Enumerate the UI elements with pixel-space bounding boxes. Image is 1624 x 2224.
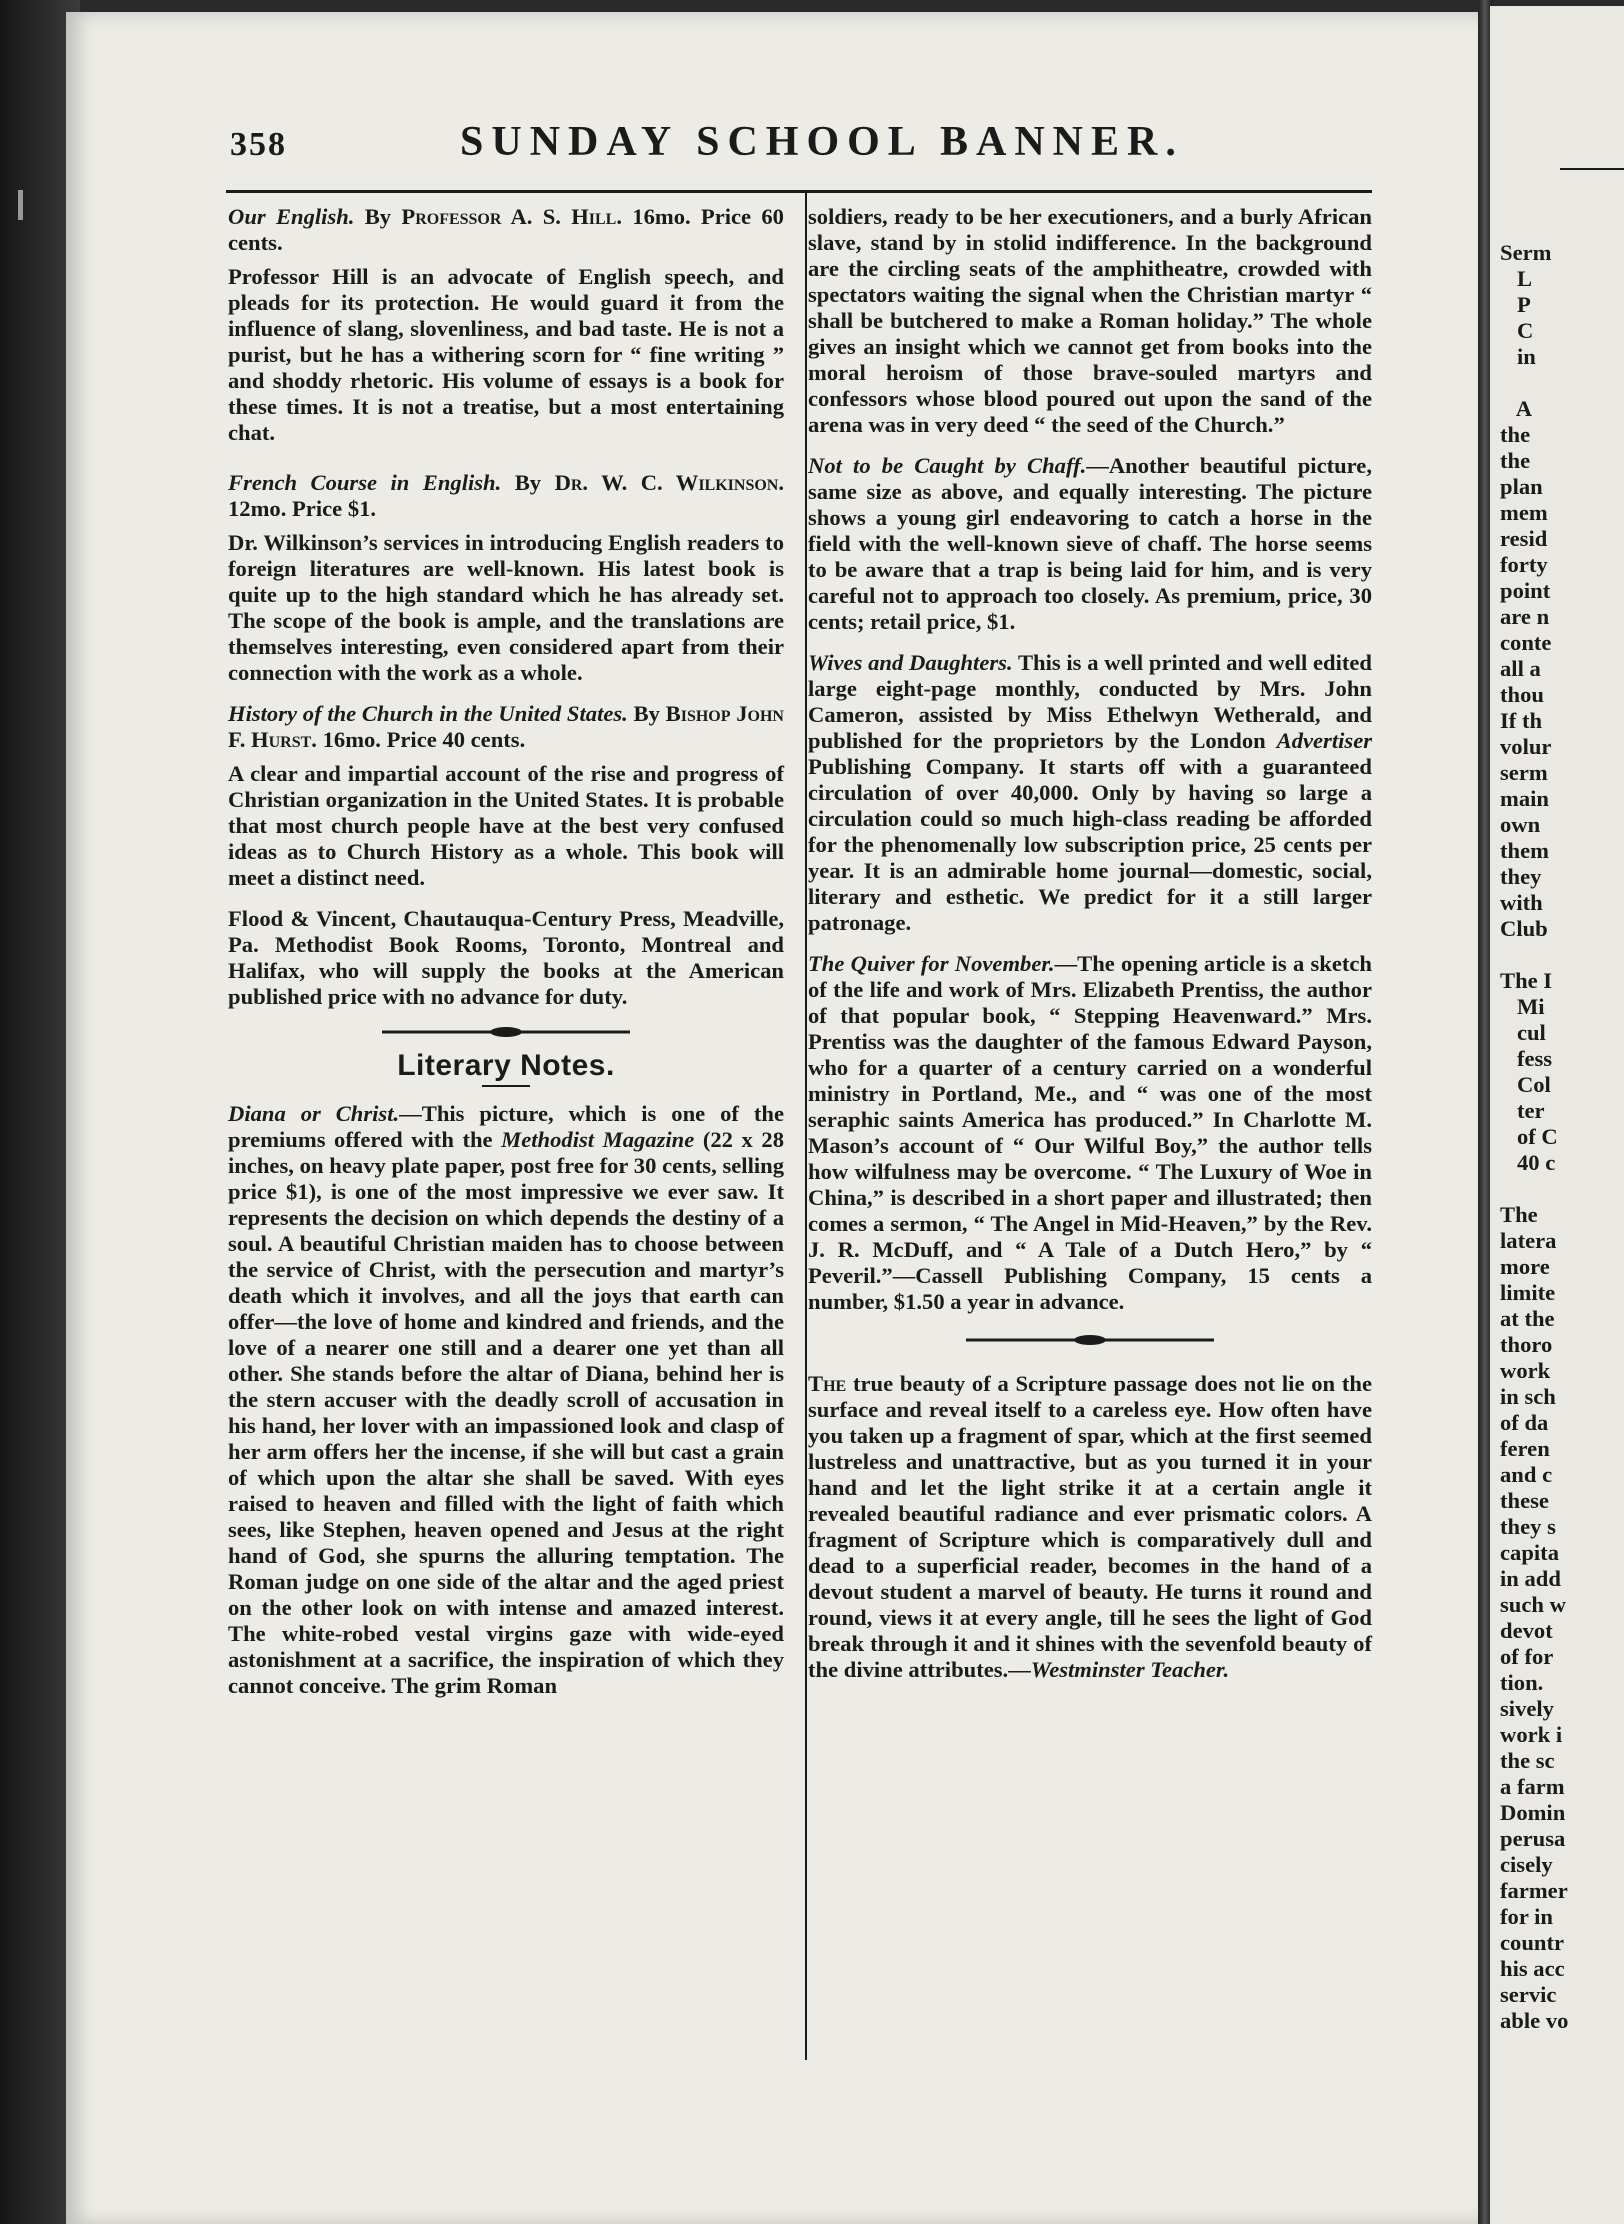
book-author: Dr. W. C. Wilkinson. xyxy=(554,470,784,495)
book-review: Professor Hill is an advocate of English speech, and pleads for its protection. He would guard it from the influence of slang, slovenliness, and bad taste. He is not a purist, but he has a withering scorn for “ fine writing ” and shoddy rhetoric. His volume of essays is a book for these times. It is not a treatise, but a most entertaining chat. xyxy=(228,264,784,445)
facing-page-line: Mi xyxy=(1500,994,1545,1019)
literary-note xyxy=(808,650,1372,936)
book-title: Our English. xyxy=(228,204,355,229)
facing-page-line: C xyxy=(1500,318,1534,343)
facing-page-line: mem xyxy=(1500,500,1548,525)
note-title: Not to be Caught by Chaff. xyxy=(808,453,1087,478)
facing-page-line: 40 c xyxy=(1500,1150,1556,1175)
book-review: Dr. Wilkinson’s services in introducing English readers to foreign literatures are well-known. His latest book is quite up to the high standard which he has already set. The scope of the book is ample, and the translations are themselves interesting, even considered apart from their connection with the work as a whole. xyxy=(228,530,784,685)
facing-page-line: countr xyxy=(1500,1930,1565,1955)
book-author: Professor A. S. Hill. xyxy=(401,204,622,229)
book-title: History of the Church in the United States. xyxy=(228,701,628,726)
facing-page-line: of for xyxy=(1500,1644,1554,1669)
facing-page-line: such w xyxy=(1500,1592,1566,1617)
facing-page-line: all a xyxy=(1500,656,1541,681)
facing-page-line: plan xyxy=(1500,474,1543,499)
note-title: Diana or Christ. xyxy=(228,1101,400,1126)
facing-page-line: in xyxy=(1500,344,1536,369)
facing-page-line xyxy=(1500,942,1568,968)
book-review: A clear and impartial account of the rise and progress of Christian organization in the United States. It is probable that most church people have at the best very confused ideas as to Church History as a whole. This book will meet a distinct need. xyxy=(228,761,784,890)
facing-page-line: of C xyxy=(1500,1124,1558,1149)
facing-page-line: thoro xyxy=(1500,1332,1553,1357)
literary-note xyxy=(808,453,1372,635)
facing-page-line: at the xyxy=(1500,1306,1555,1331)
facing-page-line: fess xyxy=(1500,1046,1553,1071)
note-text: Publishing Company. It starts off with a guaranteed circulation of over 40,000. Only by having so large a circulation could so much high-class reading be afforded for the phenomenally low subscription price, 25 cents per year. It is an admirable home journal—domestic, social, literary and esthetic. We predict for it a still larger patronage. xyxy=(808,754,1372,935)
quote-source: Westminster Teacher. xyxy=(1030,1657,1230,1682)
facing-page-line: limite xyxy=(1500,1280,1556,1305)
page-number: 358 xyxy=(230,126,287,163)
note-text: —The opening article is a sketch of the life and work of Mrs. Elizabeth Prentiss, the author of that popular book, “ Stepping Heavenward.” Mrs. Prentiss was the daughter of the famous Edward Payson, who for a quarter of a century carried on a wonderful ministry in Portland, Me., and “ was one of the most seraphic saints America has produced.” In Charlotte M. Mason’s account of “ Our Wilful Boy,” the author tells how wilfulness may be overcome. “ The Luxury of Woe in China,” is described in a short paper and illustrated; then comes a sermon, “ The Angel in Mid-Heaven,” by the Rev. J. R. McDuff, and “ A Tale of a Dutch Hero,” by “ Peveril.”—Cassell Publishing Company, 15 cents a number, $1.50 a year in advance. xyxy=(808,951,1372,1314)
facing-page-line: with xyxy=(1500,890,1543,915)
facing-page-line: point xyxy=(1500,578,1551,603)
facing-page-line: Serm xyxy=(1500,240,1552,265)
facing-page-line: the xyxy=(1500,448,1531,473)
facing-page-line: If th xyxy=(1500,708,1543,733)
facing-page-line: A xyxy=(1500,396,1533,421)
facing-page-line: main xyxy=(1500,786,1549,811)
facing-page-line: in add xyxy=(1500,1566,1561,1591)
facing-page-line: are n xyxy=(1500,604,1550,629)
facing-page-text xyxy=(1500,240,1568,2034)
heading-underline xyxy=(482,1085,530,1087)
facing-page-line: serm xyxy=(1500,760,1548,785)
note-text: This is a well printed and well edited large eight-page monthly, conducted by Mrs. John Cameron, assisted by Miss Ethelwyn Wetherald, and published for the proprietors by the London xyxy=(808,650,1372,753)
facing-page-line: servic xyxy=(1500,1982,1557,2007)
ornamental-rule xyxy=(966,1333,1214,1347)
facing-page-header-rule xyxy=(1560,168,1624,170)
facing-page-line: the sc xyxy=(1500,1748,1555,1773)
note-text: —Another beautiful picture, same size as above, and equally interesting. The picture shows a young girl endeavoring to catch a horse in the field with the well-known sieve of chaff. The horse seems to be aware that a trap is being laid for him, and is very careful not to approach too closely. As premium, price, 30 cents; retail price, $1. xyxy=(808,453,1372,634)
book-meta: 12mo. Price $1. xyxy=(228,496,377,521)
header-rule xyxy=(226,190,1372,193)
middle-column xyxy=(808,204,1372,1698)
book-title: French Course in English. xyxy=(228,470,502,495)
book-meta: 16mo. Price 40 cents. xyxy=(322,727,526,752)
facing-page-line: the xyxy=(1500,422,1531,447)
entry-heading xyxy=(228,701,784,753)
facing-page-line: ter xyxy=(1500,1098,1545,1123)
ornamental-rule xyxy=(382,1025,630,1039)
by-word: By xyxy=(364,204,392,229)
book-meta: 16mo. Price 60 cents. xyxy=(228,204,784,255)
facing-page-line: perusa xyxy=(1500,1826,1566,1851)
facing-page-line: tion. xyxy=(1500,1670,1544,1695)
facing-page-line: thou xyxy=(1500,682,1544,707)
entry-heading xyxy=(228,470,784,522)
facing-page-line: feren xyxy=(1500,1436,1550,1461)
literary-note xyxy=(228,1101,784,1699)
scan-mark xyxy=(18,190,23,220)
facing-page-line: forty xyxy=(1500,552,1548,577)
note-text: (22 x 28 inches, on heavy plate paper, post free for 30 cents, selling price $1), is one of the most impressive we ever saw. It represents the decision on which depends the destiny of a soul. A beautiful Christian maiden has to choose between the service of Christ, with the persecution and martyr’s death which it involves, and all the joys that earth can offer—the love of home and kindred and friends, and the love of a nearer one still and a dearer one yet than all other. She stands before the altar of Diana, behind her is the stern accuser with the deadly scroll of accusation in his hand, her lover with an impassioned look and clasp of her arm offers her the incense, if she will but cast a grain of which upon the altar she shall be saved. With eyes raised to heaven and filled with the light of faith which sees, like Stephen, heaven opened and Jesus at the right hand of God, she spurns the alluring temptation. The Roman judge on one side of the altar and the aged priest on the other look on with intense and amazed interest. The white-robed vestal virgins gaze with wide-eyed astonishment at a sacrifice, the inspiration of which they cannot conceive. The grim Roman xyxy=(228,1127,785,1698)
book-entry xyxy=(228,701,784,891)
facing-page-line: conte xyxy=(1500,630,1552,655)
facing-page-line: L xyxy=(1500,266,1533,291)
facing-page-line: capita xyxy=(1500,1540,1559,1565)
note-title: The Quiver for November. xyxy=(808,951,1055,976)
facing-page-line: devot xyxy=(1500,1618,1553,1643)
facing-page-line: Col xyxy=(1500,1072,1551,1097)
column-divider xyxy=(805,190,807,2060)
facing-page-line: Club xyxy=(1500,916,1548,941)
running-title: SUNDAY SCHOOL BANNER. xyxy=(460,119,1184,165)
note-continuation: soldiers, ready to be her executioners, and a burly African slave, stand by in stolid indifference. In the background are the circling seats of the amphitheatre, crowded with spectators waiting the signal when the Christian martyr “ shall be butchered to make a Roman holiday.” The whole gives an insight which we cannot get from books into the moral heroism of those brave-souled martyrs and confessors whose blood poured out upon the sand of the arena was in very deed “ the seed of the Church.” xyxy=(808,204,1372,437)
entry-heading xyxy=(228,204,784,256)
facing-page-line: more xyxy=(1500,1254,1550,1279)
by-word: By xyxy=(633,701,660,726)
facing-page-line: cul xyxy=(1500,1020,1546,1045)
book-entry xyxy=(228,470,784,686)
facing-page-line: and c xyxy=(1500,1462,1553,1487)
facing-page-line: volur xyxy=(1500,734,1552,759)
facing-page-line: latera xyxy=(1500,1228,1557,1253)
facing-page-line: a farm xyxy=(1500,1774,1565,1799)
facing-page-line: for in xyxy=(1500,1904,1553,1929)
quotation xyxy=(808,1371,1372,1683)
quote-lead: The xyxy=(808,1371,847,1396)
facing-page-line: they s xyxy=(1500,1514,1556,1539)
quote-text: true beauty of a Scripture passage does not lie on the surface and reveal itself to a careless eye. How often have you taken up a fragment of spar, which at the first seemed lustreless and unattractive, but as you turned it in your hand and let the light strike it at a certain angle it revealed beautiful radiance and ever prismatic colors. A fragment of Scripture which is comparatively dull and dead to a superficial reader, becomes in the hand of a devout student a marvel of beauty. He turns it round and round, views it at every angle, till he sees the light of God break through it and it shines with the sevenfold beauty of the divine attributes.— xyxy=(808,1371,1372,1682)
facing-page-line: own xyxy=(1500,812,1541,837)
facing-page-line: them xyxy=(1500,838,1549,863)
book-entry xyxy=(228,204,784,446)
left-column xyxy=(228,204,784,1714)
facing-page-line: sively xyxy=(1500,1696,1554,1721)
facing-page-line: of da xyxy=(1500,1410,1549,1435)
note-text: —This picture, which is one of the premiums offered with the xyxy=(228,1101,784,1152)
note-title: Wives and Daughters. xyxy=(808,650,1013,675)
facing-page-line: these xyxy=(1500,1488,1549,1513)
facing-page-line xyxy=(1500,370,1568,396)
facing-page-line xyxy=(1500,1176,1568,1202)
facing-page-line: work i xyxy=(1500,1722,1563,1747)
facing-page-line: they xyxy=(1500,864,1542,889)
facing-page-line: his acc xyxy=(1500,1956,1565,1981)
publisher-note: Flood & Vincent, Chautauqua-Century Press, Meadville, Pa. Methodist Book Rooms, Toronto, Montreal and Halifax, who will supply the books at the American published price with no advance for duty. xyxy=(228,906,784,1009)
facing-page-line: The I xyxy=(1500,968,1553,993)
facing-page-line: cisely xyxy=(1500,1852,1553,1877)
facing-page-line: work xyxy=(1500,1358,1551,1383)
literary-note xyxy=(808,951,1372,1315)
section-heading: Literary Notes. xyxy=(397,1049,615,1082)
facing-page-line: The xyxy=(1500,1202,1538,1227)
magazine-name: Methodist Magazine xyxy=(501,1127,695,1152)
facing-page-line: farmer xyxy=(1500,1878,1568,1903)
publication-name: Advertiser xyxy=(1276,728,1373,753)
facing-page-line: P xyxy=(1500,292,1531,317)
by-word: By xyxy=(514,470,542,495)
book-author: Bishop John F. Hurst. xyxy=(228,701,784,752)
facing-page-line: in sch xyxy=(1500,1384,1556,1409)
facing-page-line: Domin xyxy=(1500,1800,1566,1825)
facing-page-line: resid xyxy=(1500,526,1548,551)
facing-page-line: able vo xyxy=(1500,2008,1569,2033)
